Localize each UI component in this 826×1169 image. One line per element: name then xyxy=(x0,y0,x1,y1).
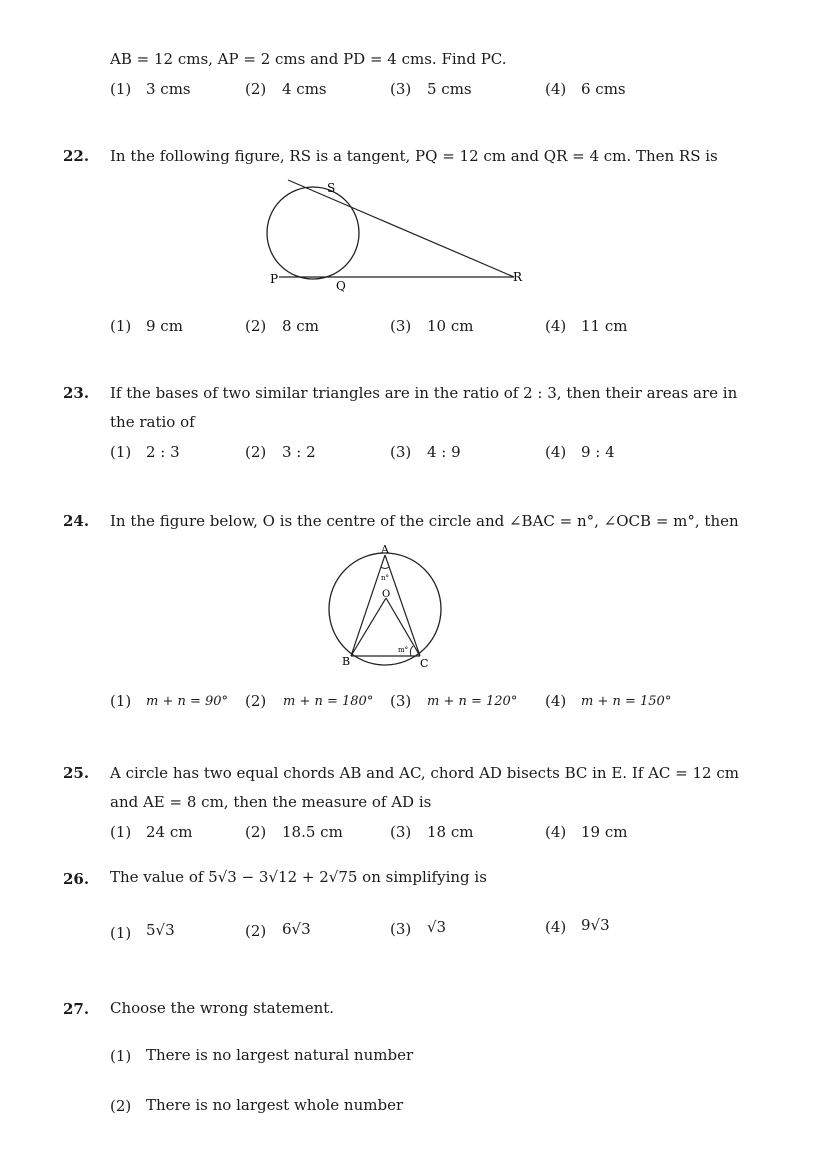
q24-option-1-number: (1) xyxy=(110,692,132,710)
q24-option-1: m + n = 90° xyxy=(146,694,229,709)
q21-option-3-number: (3) xyxy=(390,80,412,98)
q21-text: AB = 12 cms, AP = 2 cms and PD = 4 cms. Find PC. xyxy=(110,50,507,68)
q23-number: 23. xyxy=(63,384,90,402)
q22-option-2-number: (2) xyxy=(245,317,267,335)
q21-option-2: 4 cms xyxy=(282,80,327,98)
q23-option-3: 4 : 9 xyxy=(427,443,461,461)
q24-label-n: n° xyxy=(381,574,390,582)
q25-option-1: 24 cm xyxy=(146,823,193,841)
q24-option-2-number: (2) xyxy=(245,692,267,710)
q23-text-line-1: If the bases of two similar triangles are in the ratio of 2 : 3, then their areas are in xyxy=(110,384,738,402)
q23-option-1-number: (1) xyxy=(110,443,132,461)
q25-number: 25. xyxy=(63,764,90,782)
q24-side-ab xyxy=(351,555,385,656)
q24-label-a: A xyxy=(381,543,389,556)
q22-option-3-number: (3) xyxy=(390,317,412,335)
q24-radius-ob xyxy=(351,598,386,656)
q24-circle xyxy=(329,553,441,665)
q27-option-2-number: (2) xyxy=(110,1097,132,1115)
q22-number: 22. xyxy=(63,147,90,165)
q26-option-3: √3 xyxy=(427,918,447,936)
q25-option-3: 18 cm xyxy=(427,823,474,841)
q24-text: In the figure below, O is the centre of the circle and ∠BAC = n°, ∠OCB = m°, then xyxy=(110,512,739,530)
q26-option-1-number: (1) xyxy=(110,924,132,942)
q23-text-line-2: the ratio of xyxy=(110,413,195,431)
q23-option-3-number: (3) xyxy=(390,443,412,461)
q27-number: 27. xyxy=(63,1000,90,1018)
q25-option-3-number: (3) xyxy=(390,823,412,841)
q23-option-1: 2 : 3 xyxy=(146,443,180,461)
q22-option-2: 8 cm xyxy=(282,317,319,335)
q22-label-s: S xyxy=(327,181,336,195)
q24-number: 24. xyxy=(63,512,90,530)
q25-option-4-number: (4) xyxy=(545,823,567,841)
q27-option-1: There is no largest natural number xyxy=(146,1046,414,1064)
q22-option-1-number: (1) xyxy=(110,317,132,335)
q24-label-c: C xyxy=(420,657,429,670)
q24-option-4-number: (4) xyxy=(545,692,567,710)
q25-option-4: 19 cm xyxy=(581,823,628,841)
q24-angle-c-arc xyxy=(410,646,413,656)
q22-label-r: R xyxy=(513,270,523,284)
q21-option-4-number: (4) xyxy=(545,80,567,98)
q25-option-2: 18.5 cm xyxy=(282,823,343,841)
q22-text: In the following figure, RS is a tangent, PQ = 12 cm and QR = 4 cm. Then RS is xyxy=(110,147,718,165)
q27-option-2: There is no largest whole number xyxy=(146,1096,404,1114)
q26-option-4: 9√3 xyxy=(581,916,610,934)
q24-option-2: m + n = 180° xyxy=(283,694,374,709)
q25-option-1-number: (1) xyxy=(110,823,132,841)
q23-option-4-number: (4) xyxy=(545,443,567,461)
q26-text: The value of 5√3 − 3√12 + 2√75 on simplifying is xyxy=(110,868,487,886)
q22-option-4-number: (4) xyxy=(545,317,567,335)
q27-text: Choose the wrong statement. xyxy=(110,999,335,1017)
q25-text-line-2: and AE = 8 cm, then the measure of AD is xyxy=(110,793,432,811)
q21-option-1-number: (1) xyxy=(110,80,132,98)
q25-text-line-1: A circle has two equal chords AB and AC, chord AD bisects BC in E. If AC = 12 cm xyxy=(110,764,739,782)
q24-option-4: m + n = 150° xyxy=(581,694,672,709)
q23-option-4: 9 : 4 xyxy=(581,443,615,461)
q26-option-4-number: (4) xyxy=(545,918,567,936)
q25-option-2-number: (2) xyxy=(245,823,267,841)
q22-label-p: P xyxy=(270,272,279,286)
q23-option-2-number: (2) xyxy=(245,443,267,461)
q21-option-3: 5 cms xyxy=(427,80,472,98)
q21-option-2-number: (2) xyxy=(245,80,267,98)
q23-option-2: 3 : 2 xyxy=(282,443,316,461)
q21-option-1: 3 cms xyxy=(146,80,191,98)
q22-option-4: 11 cm xyxy=(581,317,628,335)
q22-option-3: 10 cm xyxy=(427,317,474,335)
q24-option-3-number: (3) xyxy=(390,692,412,710)
q24-label-o: O xyxy=(382,589,391,600)
q22-option-1: 9 cm xyxy=(146,317,183,335)
q24-angle-a-arc xyxy=(381,567,389,569)
q27-option-1-number: (1) xyxy=(110,1047,132,1065)
q22-label-q: Q xyxy=(336,279,346,293)
q26-option-2-number: (2) xyxy=(245,922,267,940)
q24-label-m: m° xyxy=(398,646,409,654)
q26-option-3-number: (3) xyxy=(390,920,412,938)
q21-option-4: 6 cms xyxy=(581,80,626,98)
q26-option-2: 6√3 xyxy=(282,920,311,938)
q24-option-3: m + n = 120° xyxy=(427,694,518,709)
q26-option-1: 5√3 xyxy=(146,921,175,939)
q26-number: 26. xyxy=(63,870,90,888)
q24-label-b: B xyxy=(342,655,351,668)
